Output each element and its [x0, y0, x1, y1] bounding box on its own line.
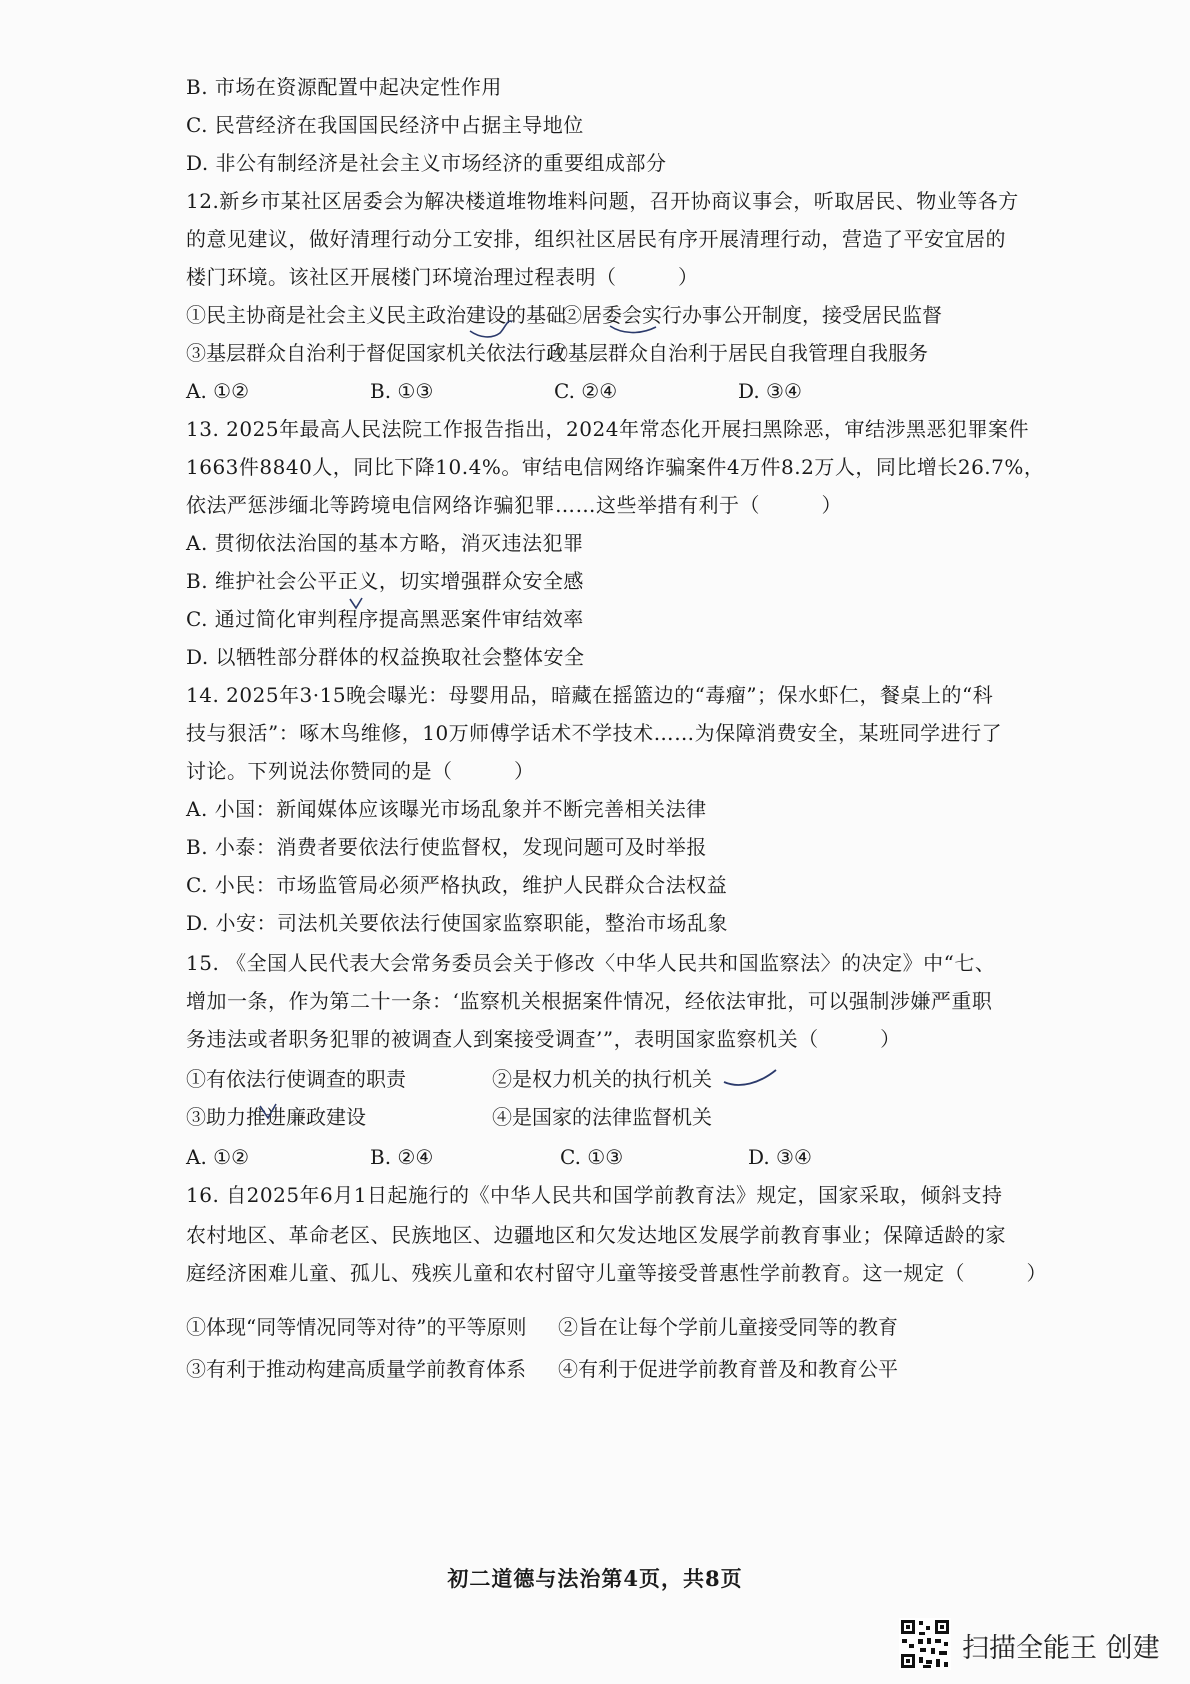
q12-choice-a: A. ①②: [186, 379, 250, 403]
q15-stem-line-1: 15. 《全国人民代表大会常务委员会关于修改〈中华人民共和国监察法〉的决定》中“七、: [186, 951, 996, 975]
q15-choice-d: D. ③④: [748, 1145, 812, 1169]
q16-item-2: ②旨在让每个学前儿童接受同等的教育: [558, 1315, 898, 1339]
page-footer: 初二道德与法治第4页，共8页: [447, 1566, 743, 1591]
q14-option-a: A. 小国：新闻媒体应该曝光市场乱象并不断完善相关法律: [186, 797, 707, 821]
q15-choice-b: B. ②④: [370, 1145, 434, 1169]
scanner-watermark: 扫描全能王 创建: [962, 1633, 1160, 1664]
q14-option-d: D. 小安：司法机关要依法行使国家监察职能，整治市场乱象: [186, 911, 729, 935]
q11-option-d: D. 非公有制经济是社会主义市场经济的重要组成部分: [186, 151, 667, 175]
q12-stem-line-1: 12.新乡市某社区居委会为解决楼道堆物堆料问题，召开协商议事会，听取居民、物业等各方: [186, 189, 1019, 213]
qr-code-icon: [899, 1618, 951, 1670]
q15-item-2: ②是权力机关的执行机关: [492, 1067, 712, 1091]
q12-choice-d: D. ③④: [738, 379, 802, 403]
q13-option-d: D. 以牺牲部分群体的权益换取社会整体安全: [186, 645, 585, 669]
pen-mark-q15-item2: [724, 1070, 776, 1085]
q12-choice-c: C. ②④: [554, 379, 618, 403]
q14-option-c: C. 小民：市场监管局必须严格执政，维护人民群众合法权益: [186, 873, 728, 897]
q13-stem-line-1: 13. 2025年最高人民法院工作报告指出，2024年常态化开展扫黑除恶，审结涉黑恶犯罪案件: [186, 417, 1029, 441]
q13-stem-line-2: 1663件8840人，同比下降10.4%。审结电信网络诈骗案件4万件8.2万人，同比增长26.7%，: [186, 455, 1045, 479]
q15-item-3: ③助力推进廉政建设: [186, 1105, 366, 1129]
q12-choice-b: B. ①③: [370, 379, 434, 403]
q15-choice-a: A. ①②: [186, 1145, 250, 1169]
q14-stem-line-2: 技与狠活”：啄木鸟维修，10万师傅学话术不学技术……为保障消费安全，某班同学进行了: [186, 721, 1003, 745]
q16-item-3: ③有利于推动构建高质量学前教育体系: [186, 1357, 526, 1381]
q11-option-b: B. 市场在资源配置中起决定性作用: [186, 75, 502, 99]
q16-item-1: ①体现“同等情况同等对待”的平等原则: [186, 1315, 527, 1339]
q12-stem-line-2: 的意见建议，做好清理行动分工安排，组织社区居民有序开展清理行动，营造了平安宜居的: [186, 227, 1006, 251]
q16-item-4: ④有利于促进学前教育普及和教育公平: [558, 1357, 898, 1381]
q16-stem-line-2: 农村地区、革命老区、民族地区、边疆地区和欠发达地区发展学前教育事业；保障适龄的家: [186, 1223, 1006, 1247]
q12-item-2: ②居委会实行办事公开制度，接受居民监督: [562, 303, 942, 327]
q12-stem-line-3: 楼门环境。该社区开展楼门环境治理过程表明（ ）: [186, 265, 699, 289]
q13-option-c: C. 通过简化审判程序提高黑恶案件审结效率: [186, 607, 584, 631]
q14-stem-line-3: 讨论。下列说法你赞同的是（ ）: [186, 759, 535, 783]
q15-choice-c: C. ①③: [560, 1145, 624, 1169]
q15-stem-line-2: 增加一条，作为第二十一条：‘监察机关根据案件情况，经依法审批，可以强制涉嫌严重职: [186, 989, 993, 1013]
q16-stem-line-3: 庭经济困难儿童、孤儿、残疾儿童和农村留守儿童等接受普惠性学前教育。这一规定（ ）: [186, 1261, 1047, 1285]
q13-option-b: B. 维护社会公平正义，切实增强群众安全感: [186, 569, 584, 593]
q12-item-1: ①民主协商是社会主义民主政治建设的基础: [186, 303, 566, 327]
q14-option-b: B. 小泰：消费者要依法行使监督权，发现问题可及时举报: [186, 835, 707, 859]
q12-item-3: ③基层群众自治利于督促国家机关依法行政: [186, 341, 566, 365]
q15-item-1: ①有依法行使调查的职责: [186, 1067, 406, 1091]
q13-option-a: A. 贯彻依法治国的基本方略，消灭违法犯罪: [186, 531, 584, 555]
q14-stem-line-1: 14. 2025年3·15晚会曝光：母婴用品，暗藏在摇篮边的“毒瘤”；保水虾仁，餐桌上的“科: [186, 683, 994, 707]
q15-item-4: ④是国家的法律监督机关: [492, 1105, 712, 1129]
q11-option-c: C. 民营经济在我国国民经济中占据主导地位: [186, 113, 584, 137]
q13-stem-line-3: 依法严惩涉缅北等跨境电信网络诈骗犯罪……这些举措有利于（ ）: [186, 493, 842, 517]
q15-stem-line-3: 务违法或者职务犯罪的被调查人到案接受调查’”，表明国家监察机关（ ）: [186, 1027, 901, 1051]
q12-item-4: ④基层群众自治利于居民自我管理自我服务: [548, 341, 928, 365]
q16-stem-line-1: 16. 自2025年6月1日起施行的《中华人民共和国学前教育法》规定，国家采取，倾斜支持: [186, 1183, 1003, 1207]
